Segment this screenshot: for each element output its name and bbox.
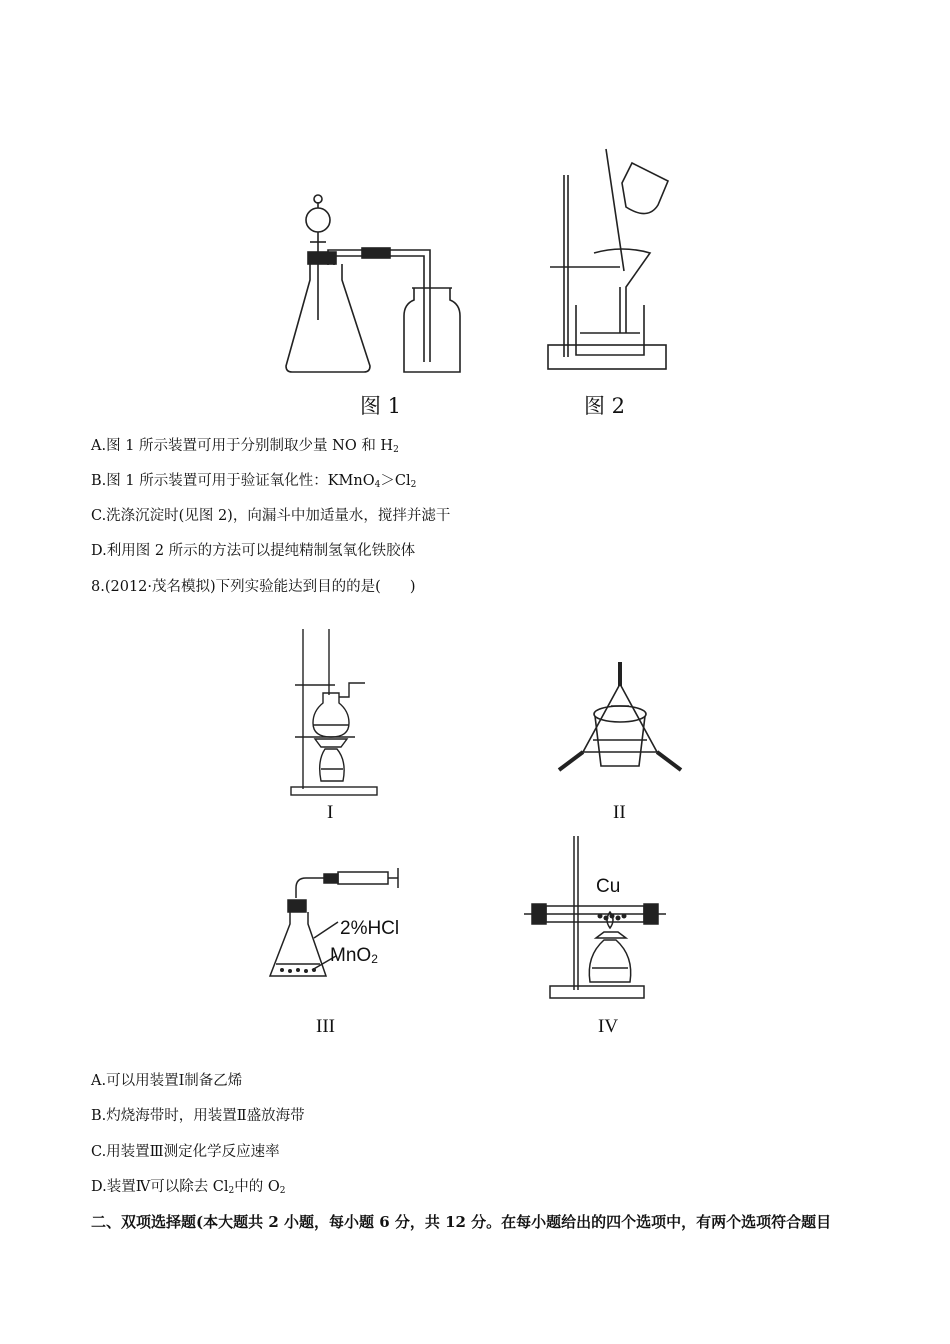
q8-option-a: A.可以用装置Ⅰ制备乙烯 bbox=[91, 1073, 243, 1089]
q8-option-d: D.装置Ⅳ可以除去 $Cl_2$中的 $O_2$ bbox=[91, 1179, 286, 1196]
figure-2-apparatus bbox=[540, 145, 680, 380]
q8-option-c: C.用装置Ⅲ测定化学反应速率 bbox=[91, 1144, 280, 1160]
apparatus-iii-label: III bbox=[316, 1016, 335, 1037]
section-2-heading: 二、双项选择题(本大题共 2 小题，每小题 6 分，共 12 分。在每小题给出的四个选项中，有两个选项符合题目 bbox=[91, 1213, 832, 1231]
apparatus-iv-label: IV bbox=[598, 1016, 619, 1037]
apparatus-iii-mno2-label: MnO$_2$ bbox=[330, 945, 378, 966]
q7-option-d: D.利用图 2 所示的方法可以提纯精制氢氧化铁胶体 bbox=[91, 543, 416, 559]
q8-stem: 8.(2012·茂名模拟)下列实验能达到目的的是( ) bbox=[91, 579, 416, 595]
q8-option-b: B.灼烧海带时，用装置Ⅱ盛放海带 bbox=[91, 1108, 305, 1124]
q7-option-b: B.图 1 所示装置可用于验证氧化性：$KMnO_4>Cl_2$ bbox=[91, 473, 417, 490]
apparatus-i-drawing bbox=[285, 625, 385, 797]
figure-2-caption: 图 2 bbox=[584, 394, 626, 418]
q7-option-a: A.图 1 所示装置可用于分别制取少量 NO 和 $H_2$ bbox=[91, 438, 399, 455]
apparatus-ii-drawing bbox=[553, 662, 688, 777]
apparatus-iii-hcl-label: 2%HCl bbox=[340, 918, 400, 939]
apparatus-iv-drawing bbox=[520, 832, 670, 1002]
apparatus-iv-cu-label: Cu bbox=[596, 876, 621, 897]
figure-1-apparatus bbox=[280, 190, 470, 380]
apparatus-i-label: I bbox=[327, 802, 334, 823]
q7-option-c: C.洗涤沉淀时(见图 2)，向漏斗中加适量水，搅拌并滤干 bbox=[91, 508, 451, 524]
apparatus-ii-label: II bbox=[613, 802, 626, 823]
figure-1-caption: 图 1 bbox=[360, 394, 402, 418]
